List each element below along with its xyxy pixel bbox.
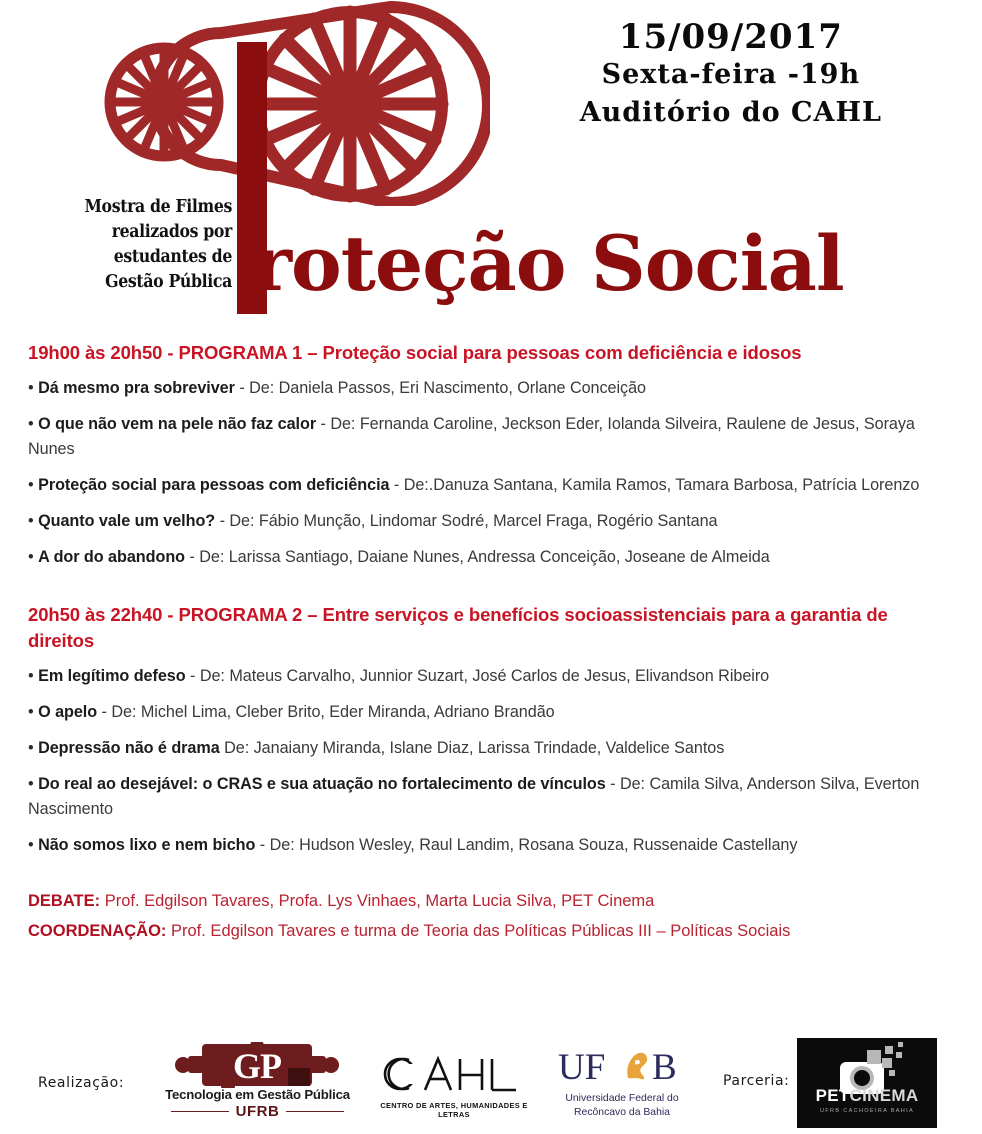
bullet-icon: • xyxy=(28,379,39,397)
film-directors: Janaiany Miranda, Islane Diaz, Larissa Trindade, Valdelice Santos xyxy=(249,739,725,757)
cahl-subtitle: CENTRO DE ARTES, HUMANIDADES E LETRAS xyxy=(380,1101,528,1119)
ufrb-subtitle xyxy=(556,1092,688,1120)
film-title: O apelo xyxy=(38,703,98,721)
bullet-icon: • xyxy=(28,739,39,757)
film-directors: Daniela Passos, Eri Nascimento, Orlane Conceição xyxy=(274,379,646,397)
list-item xyxy=(28,545,958,570)
film-title: A dor do abandono xyxy=(38,548,185,566)
ufrb-subtitle-line-2: Recôncavo da Bahia xyxy=(574,1107,670,1118)
logo-gestao-publica xyxy=(150,1042,365,1120)
bullet-icon: • xyxy=(28,667,39,685)
list-item xyxy=(28,736,958,761)
tagline-line-3: estudantes de xyxy=(113,247,232,267)
tagline-line-1: Mostra de Filmes xyxy=(84,197,232,217)
film-separator: - De: xyxy=(255,836,295,854)
film-title: Em legítimo defeso xyxy=(38,667,186,685)
svg-text:UF: UF xyxy=(558,1047,606,1086)
ufrb-mark-icon xyxy=(556,1046,688,1091)
pet-subtitle: UFRB CACHOEIRA BAHIA xyxy=(819,1108,915,1114)
logo-cahl xyxy=(378,1052,530,1119)
logo-tagline xyxy=(68,195,232,295)
film-separator: - De: xyxy=(97,703,137,721)
list-item xyxy=(28,509,958,534)
film-separator: - De: xyxy=(316,415,356,433)
cahl-mark-icon xyxy=(378,1052,530,1099)
film-directors: Fernanda Caroline, Jeckson Eder, Iolanda Silveira, Raulene de Jesus, Soraya Nunes xyxy=(28,415,915,458)
film-title: Proteção social para pessoas com deficiência xyxy=(38,476,390,494)
film-separator: - De: xyxy=(185,548,225,566)
list-item xyxy=(28,772,958,822)
list-item xyxy=(28,833,958,858)
divider-right xyxy=(286,1111,344,1113)
divider-left xyxy=(171,1111,229,1113)
gp-institution-row xyxy=(150,1103,365,1120)
gp-mark-icon xyxy=(150,1042,365,1086)
bullet-icon: • xyxy=(28,775,39,793)
program-1-heading: 19h00 às 20h50 - PROGRAMA 1 – Proteção social para pessoas com deficiência e idosos xyxy=(28,342,802,363)
film-directors: Michel Lima, Cleber Brito, Eder Miranda, Adriano Brandão xyxy=(136,703,555,721)
film-title: Depressão não é drama xyxy=(38,739,220,757)
film-projector-reel-icon xyxy=(60,0,490,196)
list-item xyxy=(28,700,958,725)
film-directors: Mateus Carvalho, Junnior Suzart, José Carlos de Jesus, Elivandson Ribeiro xyxy=(224,667,770,685)
list-item xyxy=(28,473,958,498)
film-separator: De: xyxy=(219,739,250,757)
ufrb-subtitle-line-1: Universidade Federal do xyxy=(565,1093,679,1104)
svg-text:B: B xyxy=(652,1047,677,1086)
bullet-icon: • xyxy=(28,703,39,721)
tagline-line-4: Gestão Pública xyxy=(105,272,232,292)
film-directors: Hudson Wesley, Raul Landim, Rosana Souza, Russenaide Castellany xyxy=(294,836,798,854)
film-title: Do real ao desejável: o CRAS e sua atuação no fortalecimento de vínculos xyxy=(38,775,606,793)
coordination-label: COORDENAÇÃO: xyxy=(28,922,167,940)
event-weekday-time: Sexta-feira -19h xyxy=(601,59,861,90)
film-separator: - De: xyxy=(215,512,255,530)
realizacao-label: Realização: xyxy=(38,1075,125,1091)
list-item xyxy=(28,664,958,689)
gp-subtitle: Tecnologia em Gestão Pública xyxy=(165,1087,350,1102)
event-date: 15/09/2017 xyxy=(618,17,843,57)
film-title: Não somos lixo e nem bicho xyxy=(38,836,256,854)
event-venue: Auditório do CAHL xyxy=(579,97,882,128)
film-separator: - De: xyxy=(605,775,645,793)
debate-value: Prof. Edgilson Tavares, Profa. Lys Vinhaes, Marta Lucia Silva, PET Cinema xyxy=(100,892,655,910)
list-item xyxy=(28,412,958,462)
debate-line xyxy=(28,886,958,916)
program-2-heading: 20h50 às 22h40 - PROGRAMA 2 – Entre serviços e benefícios socioassistenciais para a garantia de direitos xyxy=(28,604,888,651)
cinema-mark: CINEMA xyxy=(849,1086,919,1105)
film-directors: Fábio Munção, Lindomar Sodré, Marcel Fraga, Rogério Santana xyxy=(254,512,718,530)
tagline-line-2: realizados por xyxy=(111,222,232,242)
coordination-value: Prof. Edgilson Tavares e turma de Teoria das Políticas Públicas III – Políticas Sociais xyxy=(166,922,791,940)
film-separator: - De: xyxy=(234,379,275,397)
film-title: Quanto vale um velho? xyxy=(38,512,216,530)
parceria-label: Parceria: xyxy=(723,1073,790,1089)
list-item xyxy=(28,376,958,401)
poster-header xyxy=(0,0,982,330)
pet-mark: PET xyxy=(815,1086,850,1105)
film-title: Dá mesmo pra sobreviver xyxy=(38,379,235,397)
film-directors: Camila Silva, Anderson Silva, Everton Nascimento xyxy=(28,775,920,818)
coordination-line xyxy=(28,916,958,946)
program-list xyxy=(28,340,958,946)
event-details xyxy=(580,18,882,132)
logo-ufrb xyxy=(556,1046,688,1120)
bullet-icon: • xyxy=(28,512,39,530)
pet-wordmark xyxy=(797,1086,937,1114)
film-directors: Danuza Santana, Kamila Ramos, Tamara Barbosa, Patrícia Lorenzo xyxy=(433,476,920,494)
page-title: roteção Social xyxy=(252,219,844,308)
bullet-icon: • xyxy=(28,476,39,494)
bullet-icon: • xyxy=(28,415,39,433)
film-separator: - De: xyxy=(185,667,225,685)
logo-pet-cinema xyxy=(797,1038,937,1128)
bullet-icon: • xyxy=(28,548,39,566)
film-separator: - De:. xyxy=(389,476,434,494)
gp-institution: UFRB xyxy=(235,1103,280,1120)
debate-label: DEBATE: xyxy=(28,892,101,910)
credits-block xyxy=(28,886,958,946)
bullet-icon: • xyxy=(28,836,39,854)
svg-text:GP: GP xyxy=(233,1046,281,1086)
film-directors: Larissa Santiago, Daiane Nunes, Andressa Conceição, Joseane de Almeida xyxy=(224,548,770,566)
film-title: O que não vem na pele não faz calor xyxy=(38,415,317,433)
